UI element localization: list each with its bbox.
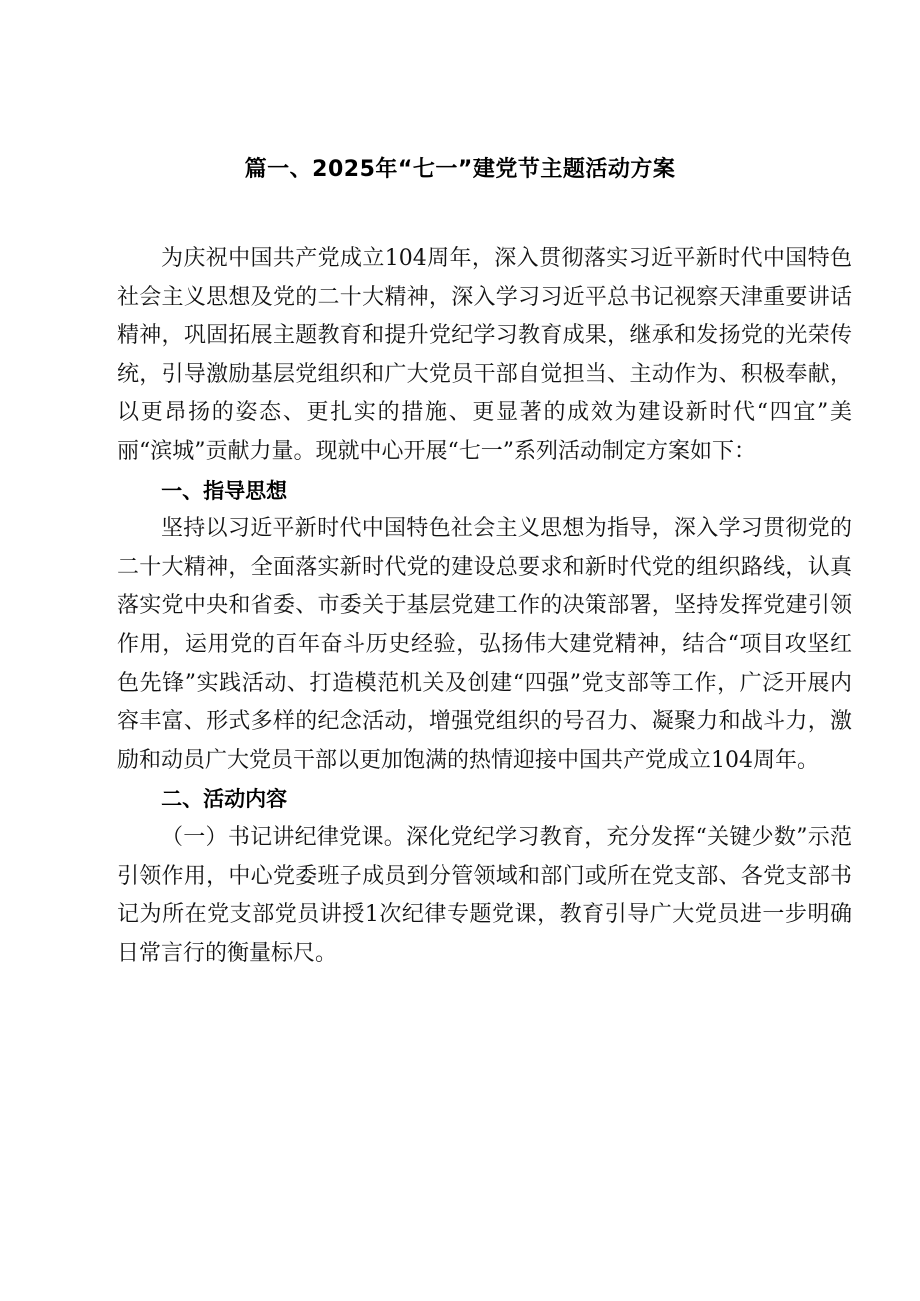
activity-item-1-paragraph: （一）书记讲纪律党课。深化党纪学习教育，充分发挥“关键少数”示范引领作用，中心党委班子成员到分管领域和部门或所在党支部、各党支部书记为所在党支部党员讲授1次纪律专题党课，教育引导广大党员进一步明确日常言行的衡量标尺。: [117, 824, 852, 966]
document-body: [117, 240, 852, 973]
guiding-thought-paragraph: 坚持以习近平新时代中国特色社会主义思想为指导，深入学习贯彻党的二十大精神，全面落实新时代党的建设总要求和新时代党的组织路线，认真落实党中央和省委、市委关于基层党建工作的决策部署，坚持发挥党建引领作用，运用党的百年奋斗历史经验，弘扬伟大建党精神，结合“项目攻坚红色先锋”实践活动、打造模范机关及创建“四强”党支部等工作，广泛开展内容丰富、形式多样的纪念活动，增强党组织的号召力、凝聚力和战斗力，激励和动员广大党员干部以更加饱满的热情迎接中国共产党成立104周年。: [117, 516, 852, 773]
section-heading-guiding-thought: 一、指导思想: [161, 478, 288, 503]
section-heading-activity-content: 二、活动内容: [161, 787, 288, 812]
document-title: 篇一、2025年“七一”建党节主题活动方案: [244, 157, 676, 182]
intro-paragraph: 为庆祝中国共产党成立104周年，深入贯彻落实习近平新时代中国特色社会主义思想及党的二十大精神，深入学习习近平总书记视察天津重要讲话精神，巩固拓展主题教育和提升党纪学习教育成果，继承和发扬党的光荣传统，引导激励基层党组织和广大党员干部自觉担当、主动作为、积极奉献，以更昂扬的姿态、更扎实的措施、更显著的成效为建设新时代“四宜”美丽“滨城”贡献力量。现就中心开展“七一”系列活动制定方案如下：: [117, 246, 852, 464]
